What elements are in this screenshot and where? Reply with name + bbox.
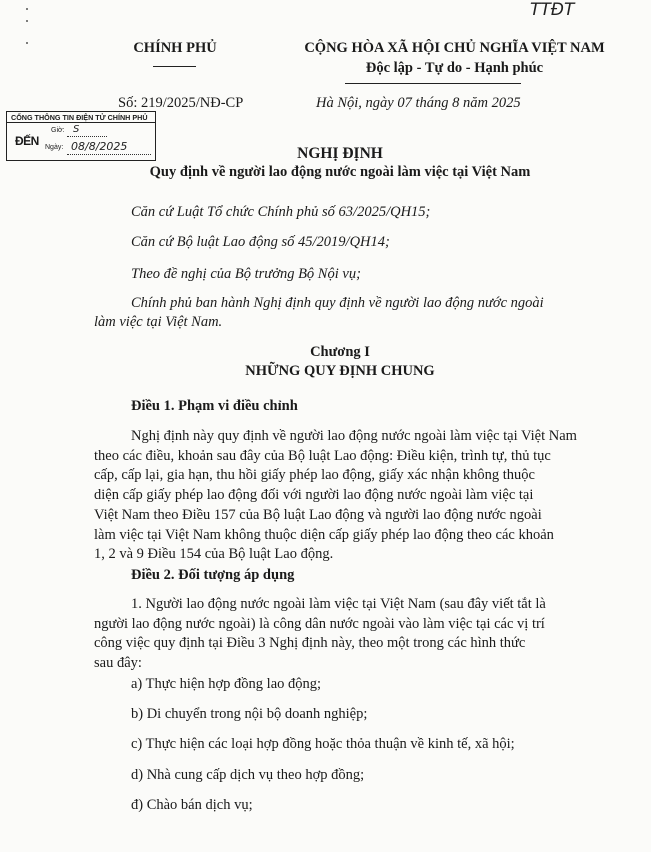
list-item: d) Nhà cung cấp dịch vụ theo hợp đồng; — [131, 767, 365, 783]
article-2-line: người lao động nước ngoài) là công dân nước ngoài vào làm việc tại các vị trí — [94, 615, 545, 632]
list-item: a) Thực hiện hợp đồng lao động; — [131, 676, 322, 692]
margin-speck — [26, 20, 28, 22]
article-1-heading: Điều 1. Phạm vi điều chỉnh — [131, 398, 298, 414]
list-item: đ) Chào bán dịch vụ; — [131, 797, 253, 813]
chapter-title: NHỮNG QUY ĐỊNH CHUNG — [245, 363, 435, 379]
article-1-line: 1, 2 và 9 Điều 154 của Bộ luật Lao động. — [94, 546, 334, 563]
article-2-line: sau đây: — [94, 654, 142, 671]
stamp-title: CỔNG THÔNG TIN ĐIỆN TỬ CHÍNH PHỦ — [7, 112, 155, 123]
agency-underline — [153, 66, 196, 67]
preamble-basis-1: Căn cứ Luật Tổ chức Chính phủ số 63/2025/QH15; — [131, 204, 431, 220]
stamp-date-value: 08/8/2025 — [71, 140, 128, 153]
article-2-heading: Điều 2. Đối tượng áp dụng — [131, 567, 295, 583]
preamble-proposal: Theo đề nghị của Bộ trưởng Bộ Nội vụ; — [131, 266, 361, 282]
article-1-body — [94, 427, 609, 565]
preamble-enact-line-2: làm việc tại Việt Nam. — [94, 314, 223, 330]
document-subject: Quy định về người lao động nước ngoài làm việc tại Việt Nam — [149, 164, 531, 180]
place-and-date: Hà Nội, ngày 07 tháng 8 năm 2025 — [316, 95, 521, 111]
article-1-line: Nghị định này quy định về người lao động nước ngoài làm việc tại Việt Nam — [131, 428, 577, 444]
nation-title: CỘNG HÒA XÃ HỘI CHỦ NGHĨA VIỆT NAM — [304, 40, 605, 56]
article-1-line: diện cấp giấy phép lao động đối với người lao động nước ngoài làm việc tại — [94, 487, 534, 504]
article-1-line: theo các điều, khoản sau đây của Bộ luật Lao động: Điều kiện, trình tự, thủ tục — [94, 447, 551, 464]
article-1-line: Việt Nam theo Điều 157 của Bộ luật Lao động và người lao động nước ngoài — [94, 506, 542, 523]
preamble-basis-2: Căn cứ Bộ luật Lao động số 45/2019/QH14; — [131, 234, 390, 250]
document-number: Số: 219/2025/NĐ-CP — [118, 95, 244, 111]
document-type: NGHỊ ĐỊNH — [297, 145, 383, 162]
article-2-line: công việc quy định tại Điều 3 Nghị định này, theo một trong các hình thức — [94, 635, 526, 651]
preamble-enact-line-1: Chính phủ ban hành Nghị định quy định về người lao động nước ngoài — [131, 295, 544, 311]
corner-handwritten-mark: TTĐT — [530, 0, 575, 20]
stamp-den-label: ĐẾN — [15, 134, 39, 148]
list-item: b) Di chuyển trong nội bộ doanh nghiệp; — [131, 706, 368, 722]
article-1-line: làm việc tại Việt Nam không thuộc diện cấp giấy phép lao động theo các khoản — [94, 526, 554, 543]
list-item: c) Thực hiện các loại hợp đồng hoặc thỏa thuận về kinh tế, xã hội; — [131, 736, 515, 752]
national-motto: Độc lập - Tự do - Hạnh phúc — [365, 60, 544, 76]
article-1-line: cấp, cấp lại, gia hạn, thu hồi giấy phép lao động, giấy xác nhận không thuộc — [94, 467, 535, 484]
margin-speck — [26, 42, 28, 44]
margin-speck — [26, 8, 28, 10]
stamp-time-label: Giờ: — [51, 127, 65, 134]
agency-name: CHÍNH PHỦ — [133, 40, 217, 56]
motto-underline — [345, 83, 521, 84]
article-2-clause-1 — [94, 595, 609, 673]
chapter-number: Chương I — [310, 344, 370, 360]
stamp-time-value: S — [73, 124, 80, 135]
stamp-date-label: Ngày: — [45, 144, 64, 151]
article-2-line: 1. Người lao động nước ngoài làm việc tại Việt Nam (sau đây viết tắt là — [131, 596, 546, 612]
stamp-time-line — [67, 136, 107, 137]
